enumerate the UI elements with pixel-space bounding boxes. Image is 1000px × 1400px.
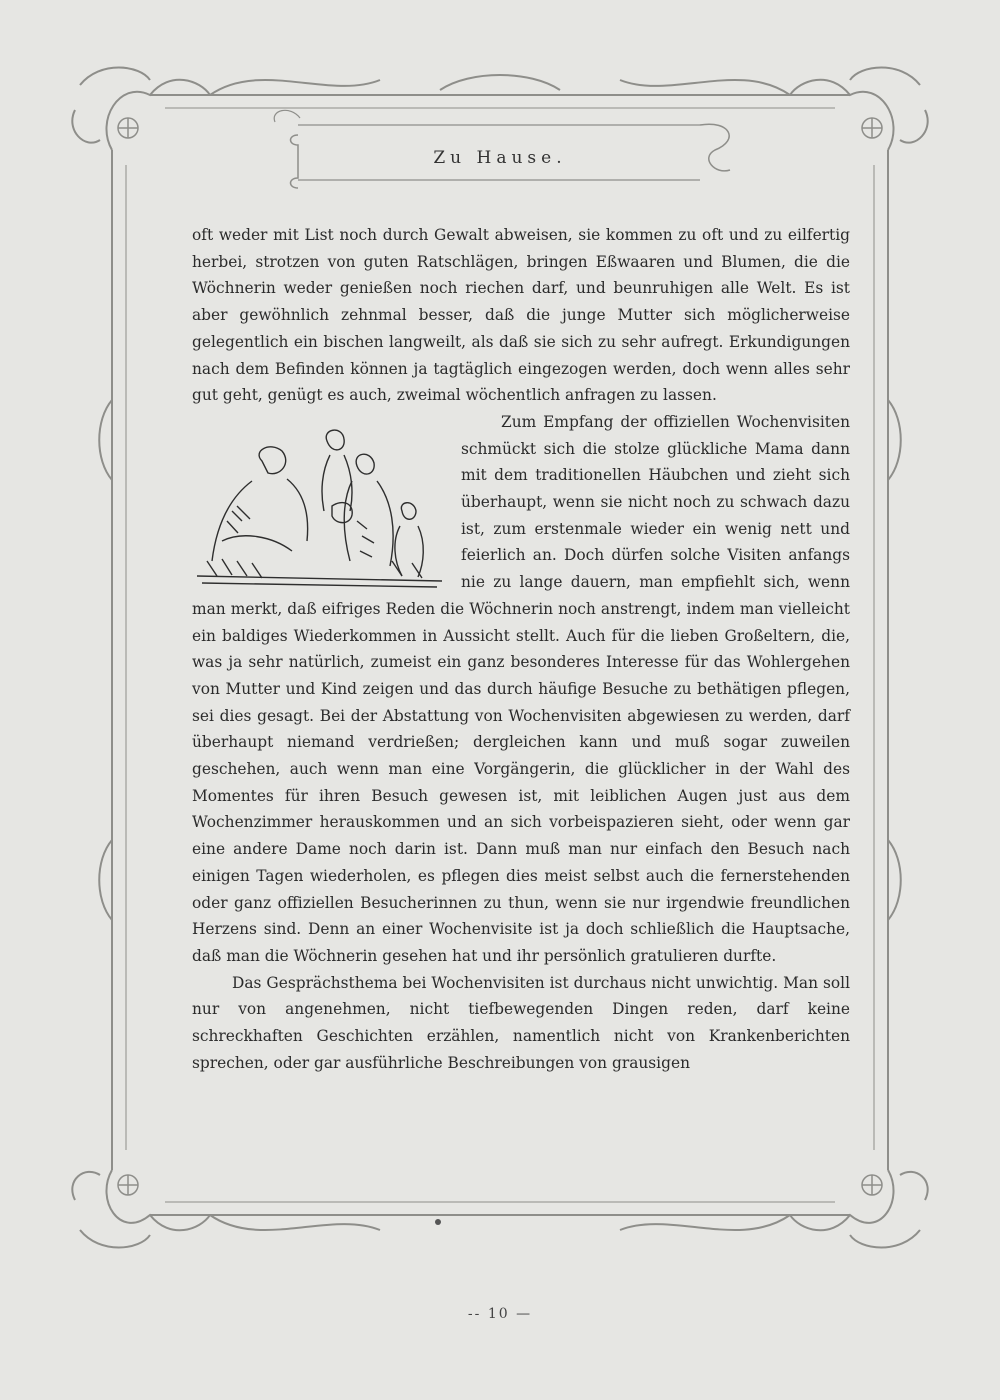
body-text	[192, 222, 850, 1077]
page-header-title: Zu Hause.	[433, 148, 567, 168]
paragraph-3: Das Gesprächsthema bei Wochenvisiten ist durchaus nicht unwichtig. Man soll nur von angenehmen, nicht tiefbewegenden Dingen reden, darf keine schreckhaften Geschichten erzählen, namentlich nicht von Krankenberichten sprechen, oder gar ausführliche Beschreibungen von grausigen	[192, 973, 850, 1072]
page-number: -- 10 —	[467, 1306, 533, 1322]
paragraph-2-text: Zum Empfang der offiziellen Wochenvisiten schmückt sich die stolze glückliche Mama dann mit dem traditionellen Häubchen und zieht sich überhaupt, wenn sie nicht noch zu schwach dazu ist, zum erstenmale wieder ein wenig nett und feierlich an. Doch dürfen solche Visiten anfangs nie zu lange dauern, man empfiehlt sich, wenn man merkt, daß eifriges Reden die Wöchnerin noch anstrengt, indem man vielleicht ein baldiges Wiederkommen in Aussicht stellt. Auch für die lieben Großeltern, die, was ja sehr natürlich, zumeist ein ganz besonderes Interesse für das Wohlergehen von Mutter und Kind zeigen und das durch häufige Besuche zu bethätigen pflegen, sei dies gesagt. Bei der Abstattung von Wochenvisiten abgewiesen zu werden, darf überhaupt niemand verdrießen; dergleichen kann und muß sogar zuweilen geschehen, auch wenn man eine Vorgängerin, die glücklicher in der Wahl des Momentes für ihren Besuch gewesen ist, mit leiblichen Augen just aus dem Wochenzimmer herauskommen und an sich vorbeispazieren sieht, oder wenn gar eine andere Dame noch darin ist. Dann muß man nur einfach den Besuch nach einigen Tagen wiederholen, es pflegen dies meist selbst auch die fernerstehenden oder ganz offiziellen Besucherinnen zu thun, wenn sie nur irgendwie freundlichen Herzens sind. Denn an einer Wochenvisite ist ja doch schließlich die Hauptsache, daß man die Wöchnerin gesehen hat und ihr persönlich gratulieren durfte.	[192, 412, 850, 965]
paragraph-2	[192, 409, 850, 970]
paragraph-1: oft weder mit List noch durch Gewalt abweisen, sie kommen zu oft und zu eilfertig herbei, strotzen von guten Ratschlägen, bringen Eßwaaren und Blumen, die die Wöchnerin weder genießen noch riechen darf, und beunruhigen alle Welt. Es ist aber gewöhnlich zehnmal besser, daß die junge Mutter sich möglicherweise gelegentlich ein bischen langweilt, als daß sie sich zu sehr aufregt. Erkundigungen nach dem Befinden können ja tagtäglich eingezogen werden, doch wenn alles sehr gut geht, genügt es auch, zweimal wöchentlich anfragen zu lassen.	[192, 226, 850, 405]
family-visit-engraving-icon	[192, 411, 447, 589]
